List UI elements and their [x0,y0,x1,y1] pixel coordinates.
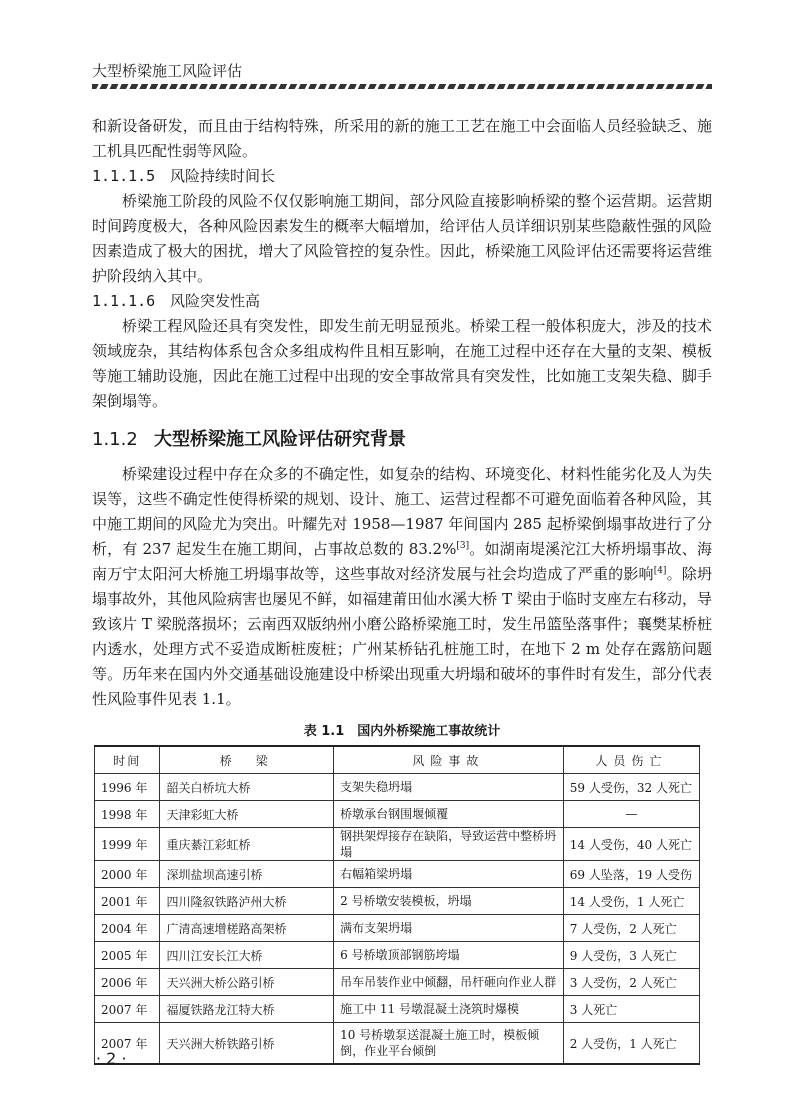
cell-casualties: 3 人死亡 [563,996,699,1023]
cell-bridge: 深圳盐坝高速引桥 [160,861,334,888]
cell-year: 2000 年 [95,861,160,888]
cell-casualties: 3 人受伤，2 人死亡 [563,969,699,996]
accident-table [94,745,700,1065]
header-hatched-rule [92,84,712,89]
cell-bridge: 天津彩虹大桥 [160,801,334,828]
cell-casualties: 14 人受伤，40 人死亡 [563,828,699,861]
column-header-bridge: 桥 梁 [160,746,334,774]
column-header-casualties: 人员伤亡 [563,746,699,774]
section-title: 风险突发性高 [170,292,261,310]
section-title: 风险持续时间长 [170,167,276,185]
cell-year: 2005 年 [95,942,160,969]
section-title: 大型桥梁施工风险评估研究背景 [154,429,406,450]
cell-bridge: 四川隆叙铁路泸州大桥 [160,888,334,915]
cell-event: 右幅箱梁坍塌 [334,861,564,888]
cell-bridge: 重庆綦江彩虹桥 [160,828,334,861]
cell-event: 6 号桥墩顶部钢筋垮塌 [334,942,564,969]
cell-bridge: 四川江安长江大桥 [160,942,334,969]
cell-bridge: 天兴洲大桥铁路引桥 [160,1023,334,1065]
table-row [95,888,700,915]
cell-event: 10 号桥墩泵送混凝土施工时，模板倾倒，作业平台倾倒 [334,1023,564,1065]
cell-year: 2007 年 [95,1023,160,1065]
cell-casualties: — [563,801,699,828]
cell-year: 2006 年 [95,969,160,996]
table-row [95,861,700,888]
table-row [95,915,700,942]
cell-bridge: 福厦铁路龙江特大桥 [160,996,334,1023]
table-row [95,828,700,861]
cell-event: 钢拱架焊接存在缺陷，导致运营中整桥坍塌 [334,828,564,861]
cell-event: 桥墩承台钢围堰倾覆 [334,801,564,828]
table-row [95,801,700,828]
page-body [92,114,712,1065]
page-number: · 2 · [96,1049,127,1068]
table-row [95,774,700,801]
paragraph-text: 桥梁建设过程中存在众多的不确定性，如复杂的结构、环境变化、材料性能劣化及人为失误等，这些不确定性使得桥梁的规划、设计、施工、运营过程都不可避免面临着各种风险，其中施工期间的风险尤为突出。叶耀先对 1958—1987 年间国内 285 起桥梁倒塌事故进行了分析，有 237 起发生在施工期间，占事故总数的 83.2% [92,465,712,558]
cell-casualties: 2 人受伤，1 人死亡 [563,1023,699,1065]
cell-event: 施工中 11 号墩混凝土浇筑时爆模 [334,996,564,1023]
cell-year: 2007 年 [95,996,160,1023]
cell-event: 支架失稳坍塌 [334,774,564,801]
table-row [95,969,700,996]
paragraph [92,462,712,712]
cell-year: 1999 年 [95,828,160,861]
cell-year: 1996 年 [95,774,160,801]
table-header-row [95,746,700,774]
cell-year: 2004 年 [95,915,160,942]
cell-casualties: 9 人受伤，3 人死亡 [563,942,699,969]
cell-event: 2 号桥墩安装模板，坍塌 [334,888,564,915]
paragraph: 桥梁工程风险还具有突发性，即发生前无明显预兆。桥梁工程一般体积庞大，涉及的技术领域庞杂，其结构体系包含众多组成构件且相互影响，在施工过程中还存在大量的支架、模板等施工辅助设施，因此在施工过程中出现的安全事故常具有突发性，比如施工支架失稳、脚手架倒塌等。 [92,317,712,410]
table-row [95,996,700,1023]
cell-casualties: 59 人受伤，32 人死亡 [563,774,699,801]
paragraph-continued: 和新设备研发，而且由于结构特殊，所采用的新的施工工艺在施工中会面临人员经验缺乏、施工机具匹配性弱等风险。 [92,117,712,160]
cell-year: 2001 年 [95,888,160,915]
paragraph-text: 。如湖南堤溪沱江大桥坍塌事故、海南万宁太阳河大桥施工坍塌事故等，这些事故对经济发展与社会均造成了严重的影响 [92,540,712,583]
section-number: 1.1.1.5 [92,167,156,185]
citation-ref[interactable]: [4] [653,566,667,576]
cell-casualties: 7 人受伤，2 人死亡 [563,915,699,942]
section-heading-1-1-1-6 [92,289,712,314]
cell-year: 1998 年 [95,801,160,828]
running-header-title: 大型桥梁施工风险评估 [92,62,243,80]
section-number: 1.1.2 [92,429,138,450]
column-header-year: 时间 [95,746,160,774]
cell-casualties: 69 人坠落，19 人受伤 [563,861,699,888]
table-row [95,1023,700,1065]
table-caption: 表 1.1 国内外桥梁施工事故统计 [303,724,501,739]
cell-casualties: 14 人受伤，1 人死亡 [563,888,699,915]
citation-ref[interactable]: [3] [456,541,470,551]
section-number: 1.1.1.6 [92,292,156,310]
section-heading-1-1-1-5 [92,164,712,189]
cell-event: 满布支架坍塌 [334,915,564,942]
paragraph: 桥梁施工阶段的风险不仅仅影响施工期间，部分风险直接影响桥梁的整个运营期。运营期时间跨度极大，各种风险因素发生的概率大幅增加，给评估人员详细识别某些隐蔽性强的风险因素造成了极大的困扰，增大了风险管控的复杂性。因此，桥梁施工风险评估还需要将运营维护阶段纳入其中。 [92,192,712,285]
cell-bridge: 韶关白桥坑大桥 [160,774,334,801]
cell-bridge: 广清高速增槎路高架桥 [160,915,334,942]
column-header-event: 风险事故 [334,746,564,774]
section-heading-1-1-2 [92,426,712,454]
paragraph-text: 。除坍塌事故外，其他风险病害也屡见不鲜，如福建莆田仙水溪大桥 T 梁由于临时支座左右移动，导致该片 T 梁脱落损坏；云南西双版纳州小磨公路桥梁施工时，发生吊篮坠落事件；襄樊某桥桩内透水，处理方式不妥造成断桩废桩；广州某桥钻孔桩施工时，在地下 2 m 处存在露筋问题等。历年来在国内外交通基础设施建设中桥梁出现重大坍塌和破坏的事件时有发生，部分代表性风险事件见表 1.1。 [92,565,712,708]
cell-bridge: 天兴洲大桥公路引桥 [160,969,334,996]
cell-event: 吊车吊装作业中倾翻，吊杆砸向作业人群 [334,969,564,996]
table-row [95,942,700,969]
